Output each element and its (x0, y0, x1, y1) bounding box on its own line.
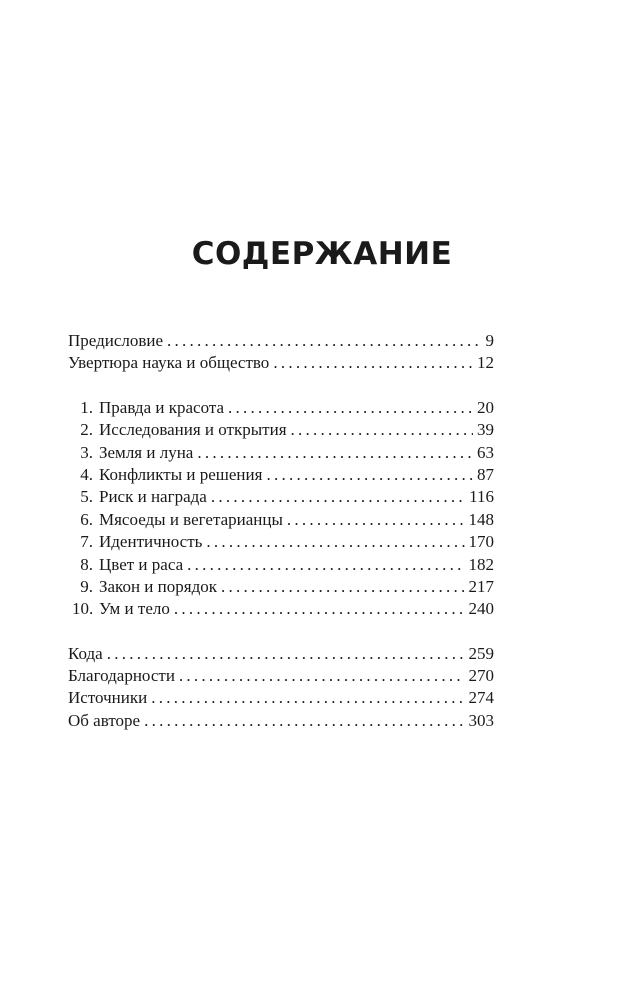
toc-entry-page-number: 39 (477, 420, 494, 440)
toc-entry-page-number: 240 (468, 599, 494, 619)
toc-entry[interactable] (68, 330, 494, 352)
toc-entry[interactable] (68, 554, 494, 576)
toc-entry-label: Правда и красота (99, 397, 225, 417)
toc-entry-page-number: 170 (468, 532, 494, 552)
toc-entry[interactable] (68, 397, 494, 419)
toc-entry[interactable] (68, 442, 494, 464)
toc-entry[interactable] (68, 598, 494, 620)
toc-entry-label: Цвет и раса (99, 554, 184, 574)
dot-leader (167, 330, 481, 352)
toc-entry[interactable] (68, 352, 494, 374)
toc-entry[interactable] (68, 576, 494, 598)
dot-leader (174, 598, 465, 620)
toc-entry[interactable] (68, 710, 494, 732)
toc-entry[interactable] (68, 464, 494, 486)
toc-entry-number: 3. (80, 442, 93, 462)
toc-entry-number: 9. (80, 576, 93, 596)
toc-entry[interactable] (68, 687, 494, 709)
toc-entry-number: 10. (72, 599, 94, 619)
toc-entry-page-number: 270 (468, 666, 494, 686)
toc-entry-label: Исследования и открытия (99, 420, 287, 440)
toc-entry[interactable] (68, 419, 494, 441)
toc-entry-page-number: 9 (485, 331, 494, 350)
toc-entry-page-number: 217 (468, 576, 494, 596)
toc-entry-label: Увертюра наука и общество (68, 353, 270, 373)
toc-entry[interactable] (68, 665, 494, 687)
toc-entry-number: 8. (80, 554, 93, 574)
toc-entry-label: Предисловие (68, 331, 164, 350)
dot-leader (211, 486, 465, 508)
toc-entry-page-number: 182 (468, 554, 494, 574)
chapter-list (68, 397, 494, 621)
toc-entry-label: Мясоеды и вегетарианцы (99, 509, 283, 529)
toc-entry-page-number: 20 (477, 397, 494, 417)
toc-entry-label: Идентичность (99, 532, 203, 552)
toc-entry-number: 4. (80, 464, 93, 484)
dot-leader (287, 509, 465, 531)
toc-entry-page-number: 303 (468, 710, 494, 730)
toc-entry-page-number: 87 (477, 464, 494, 484)
front-matter-list (68, 330, 494, 375)
dot-leader (187, 554, 464, 576)
toc-entry-label: Благодарности (68, 666, 175, 686)
toc-entry-label: Об авторе (68, 710, 141, 730)
dot-leader (144, 710, 464, 732)
toc-entry-page-number: 12 (477, 353, 494, 373)
toc-entry-label: Конфликты и решения (99, 464, 263, 484)
toc-entry-number: 6. (80, 509, 93, 529)
table-of-contents (68, 330, 494, 754)
toc-entry-number: 7. (80, 532, 93, 552)
toc-entry-page-number: 274 (468, 688, 494, 708)
back-matter-list (68, 643, 494, 733)
toc-entry-label: Кода (68, 643, 103, 663)
toc-entry-page-number: 63 (477, 442, 494, 462)
toc-entry-label: Земля и луна (99, 442, 194, 462)
toc-entry-label: Источники (68, 688, 148, 708)
page-title: СОДЕРЖАНИЕ (191, 236, 453, 272)
dot-leader (273, 352, 473, 374)
toc-entry[interactable] (68, 531, 494, 553)
toc-entry-label: Закон и порядок (99, 576, 217, 596)
dot-leader (151, 687, 464, 709)
dot-leader (266, 464, 473, 486)
toc-entry-label: Риск и награда (99, 487, 207, 507)
dot-leader (221, 576, 465, 598)
toc-entry-page-number: 116 (469, 487, 494, 507)
toc-entry-page-number: 259 (468, 643, 494, 663)
toc-entry[interactable] (68, 509, 494, 531)
toc-entry-label: Ум и тело (99, 599, 170, 619)
dot-leader (179, 665, 465, 687)
toc-entry-number: 2. (80, 420, 93, 440)
dot-leader (107, 643, 465, 665)
dot-leader (291, 419, 473, 441)
dot-leader (206, 531, 464, 553)
toc-entry[interactable] (68, 486, 494, 508)
toc-entry-number: 1. (80, 397, 93, 417)
toc-entry-page-number: 148 (468, 509, 494, 529)
dot-leader (197, 442, 473, 464)
toc-entry[interactable] (68, 643, 494, 665)
toc-entry-number: 5. (80, 487, 93, 507)
dot-leader (228, 397, 473, 419)
